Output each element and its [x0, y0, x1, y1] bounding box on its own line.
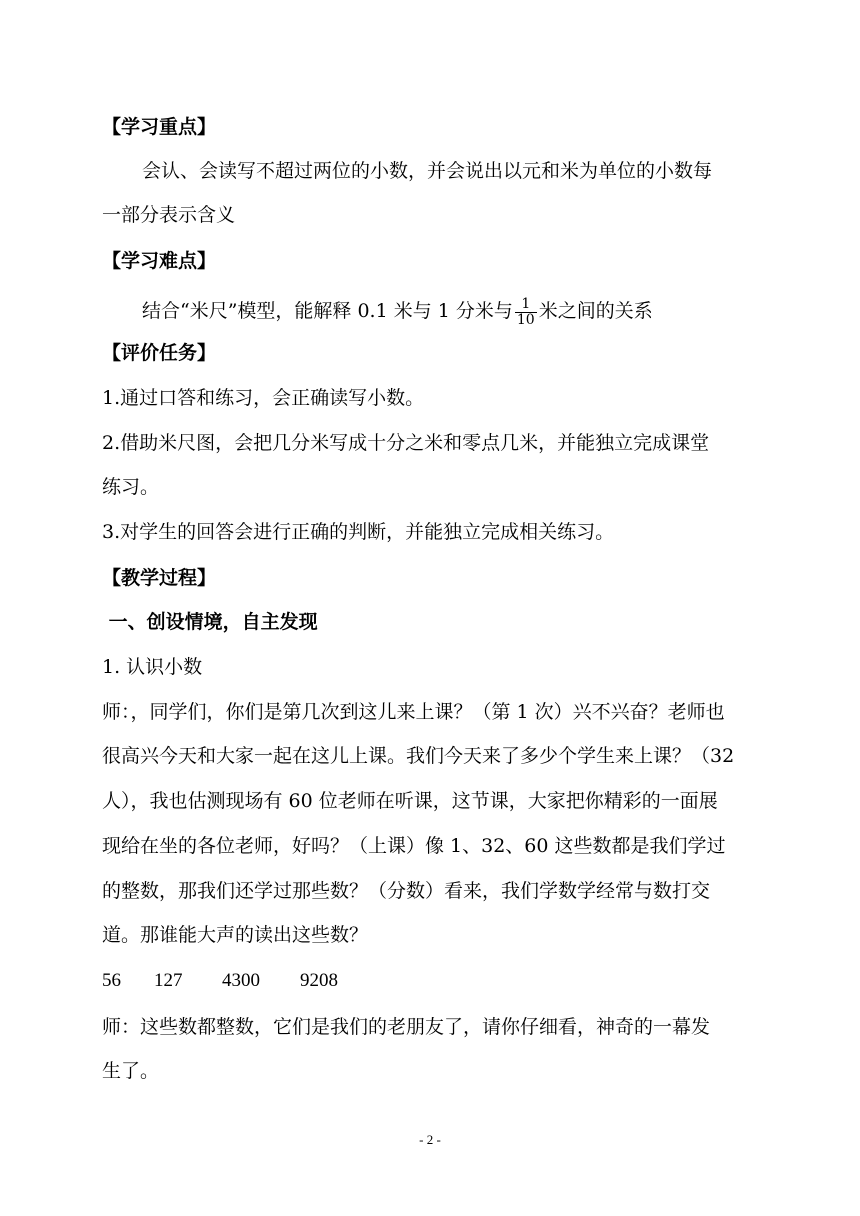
fraction-denominator: 10 — [516, 311, 535, 328]
difficulty-text — [142, 290, 802, 332]
key-points-heading: 【学习重点】 — [102, 116, 217, 138]
part-1-heading: 一、创设情境，自主发现 — [102, 611, 318, 633]
key-points-text-line1: 会认、会读写不超过两位的小数，并会说出以元和米为单位的小数每 — [142, 160, 713, 182]
teacher-paragraph-1-line2: 很高兴今天和大家一起在这儿上课。我们今天来了多少个学生来上课？（32 — [102, 745, 735, 767]
evaluation-item-2-line2: 练习。 — [102, 476, 160, 498]
evaluation-item-2-line1: 2.借助米尺图，会把几分米写成十分之米和零点几米，并能独立完成课堂 — [102, 432, 710, 454]
integer-item: 9208 — [300, 970, 338, 991]
teacher-paragraph-1-line6: 道。那谁能大声的读出这些数？ — [102, 924, 369, 946]
integer-list — [102, 968, 762, 994]
evaluation-item-1: 1.通过口答和练习，会正确读写小数。 — [102, 387, 425, 409]
subsection-1-heading: 1. 认识小数 — [102, 656, 203, 678]
teacher-paragraph-1-line5: 的整数，那我们还学过那些数？（分数）看来，我们学数学经常与数打交 — [102, 880, 711, 902]
difficulty-text-after: 米之间的关系 — [538, 300, 653, 322]
integer-item: 4300 — [222, 970, 260, 991]
teacher-paragraph-1-line1: 师：，同学们，你们是第几次到这儿来上课？（第 1 次）兴不兴奋？老师也 — [102, 701, 725, 723]
teacher-paragraph-1-line3: 人），我也估测现场有 60 位老师在听课，这节课，大家把你精彩的一面展 — [102, 790, 718, 812]
evaluation-item-3: 3.对学生的回答会进行正确的判断，并能独立完成相关练习。 — [102, 521, 615, 543]
process-heading: 【教学过程】 — [102, 567, 217, 589]
fraction-numerator: 1 — [515, 297, 537, 313]
teacher-paragraph-2-line2: 生了。 — [102, 1060, 160, 1082]
integer-item: 127 — [154, 970, 183, 991]
fraction-one-tenth — [515, 297, 537, 328]
evaluation-heading: 【评价任务】 — [102, 342, 217, 364]
page-number: - 2 - — [419, 1132, 441, 1147]
key-points-text-line2: 一部分表示含义 — [102, 204, 236, 226]
teacher-paragraph-1-line4: 现给在坐的各位老师，好吗？（上课）像 1、32、60 这些数都是我们学过 — [102, 835, 726, 857]
teacher-paragraph-2-line1: 师：这些数都整数，它们是我们的老朋友了，请你仔细看，神奇的一幕发 — [102, 1016, 711, 1038]
integer-item: 56 — [102, 970, 121, 991]
difficulty-text-before: 结合“米尺”模型，能解释 0.1 米与 1 分米与 — [142, 300, 513, 322]
difficulty-heading: 【学习难点】 — [102, 250, 217, 272]
